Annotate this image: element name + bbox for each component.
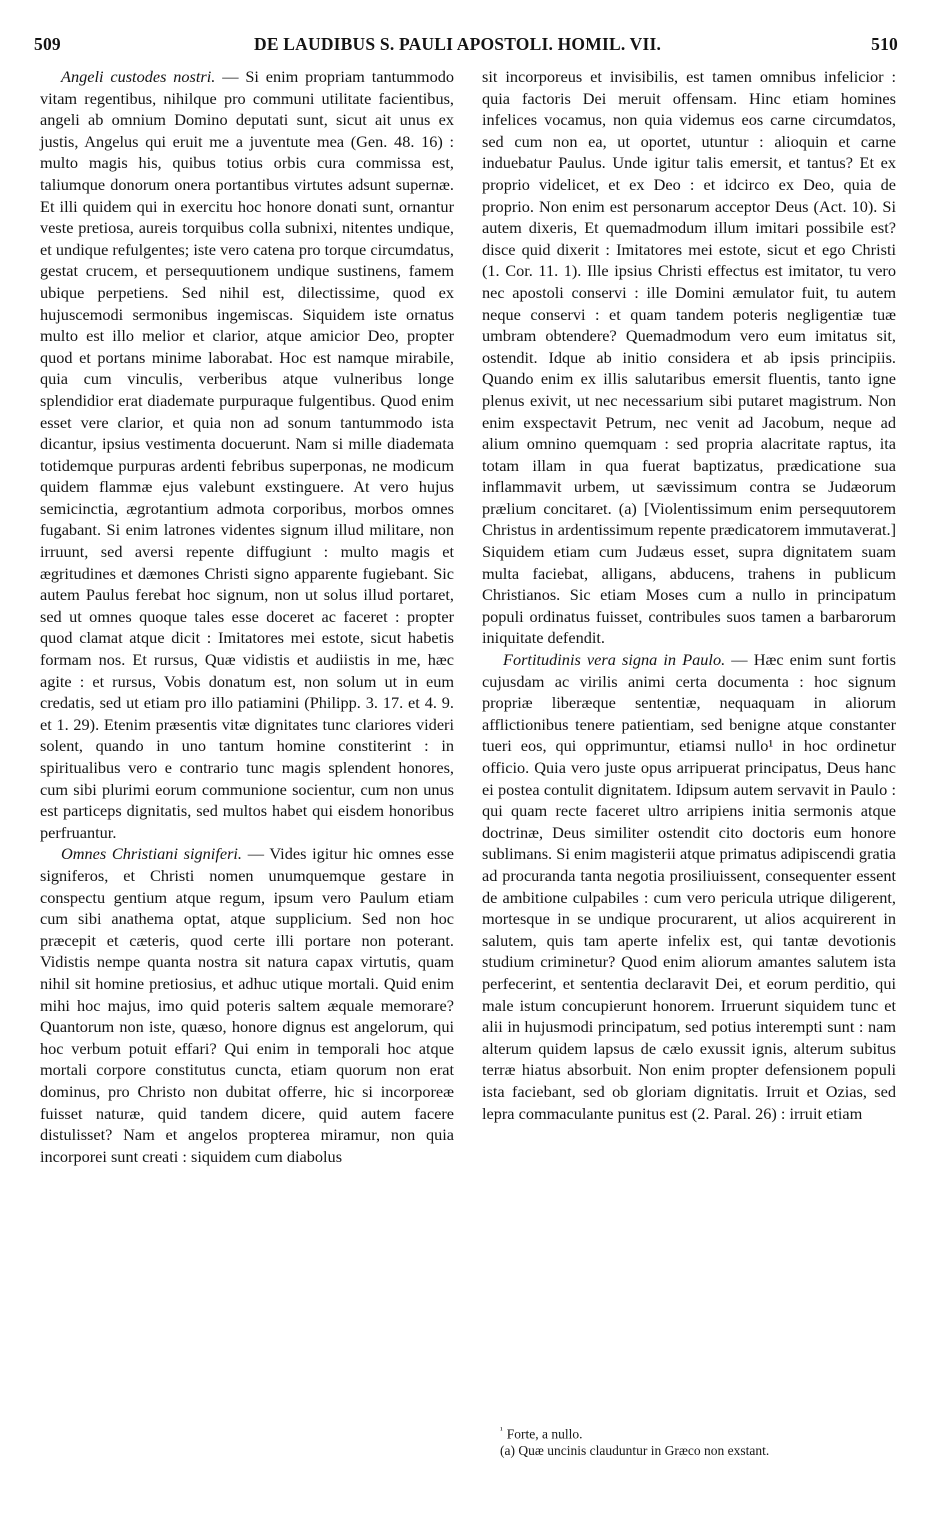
- footnote-mark: ¹: [500, 1425, 503, 1435]
- footnotes: [500, 1422, 900, 1459]
- footnote-text: Forte, a nullo.: [506, 1426, 583, 1442]
- footnote-a: [500, 1443, 900, 1459]
- paragraph-text: — Hæc enim sunt fortis cujusdam ac virilis animi certa documenta : hoc signum propriæ liberæque sententiæ, nequaquam in aliorum afflictionibus tenere patientiam, sed benigne atque constanter tueri eos, qui opprimuntur, etiamsi nullo¹ in hoc ordinetur officio. Quia vero juste opus arripuerat principatus, Deus hanc ei postea contulit dignitatem. Idipsum autem servavit in Paulo : qui quam recte faceret ultro arripiens initia sermonis atque doctrinæ, Deus similiter ostendit cito doctoris eum honore sublimans. Si enim magisterii atque primatus adipiscendi gratia ad procuranda tanta negotia prosiliuissent, consequenter essent de ambitione culpabiles : cum vero pericula utrique diligerent, mortesque in se undique procurarent, ut alios acquirerent in salutem, quis tam aperte infelix est, qui tantæ devotionis studium criminetur? Quod enim aliorum amantes salutem ista perfecerint, et sententia declaravit Dei, et eorum perditio, qui male istum concupierunt honorem. Irruerunt siquidem tunc et alii in hujusmodi principatum, sed potius interempti sunt : nam alterum quidem lapsus de cælo exussit ignis, alterum subitus terræ hiatus absorbuit. Non enim propter defensionem populi ista faciebant, sed ob gloriam dignitatis. Irruit et Ozias, sed lepra commaculante punitus est (2. Paral. 26) : irruit etiam: [482, 650, 897, 1123]
- page-number-right: 510: [871, 34, 898, 54]
- rubric-fortitudinis: Fortitudinis vera signa in Paulo.: [503, 650, 726, 670]
- right-column: [482, 66, 896, 1124]
- paragraph-text: — Vides igitur hic omnes esse signiferos, et Christi nomen unumquemque gestare in conspectu gentium atque regum, ipsum vero Paulum etiam cum sibi anathema optat, atque supplicium. Sed non hoc præcepit et cæteris, quod certe illi portare non poterant. Vidistis nempe quanta nostra sit natura capax virtutis, quam nihil sit homine pretiosius, et adhuc utique mortali. Quid enim mihi hoc majus, imo quid poteris saltem æquale memorare? Quantorum non iste, quæso, honore dignus est angelorum, qui hoc verbum potuit effari? Qui enim in temporali hoc atque mortali corpore constitutus cuncta, etiam quorum non erat dominus, pro Christo non dubitat offerre, hic si incorporeæ fuisset naturæ, quid tandem dicere, quid autem facere distulisset? Nam et angelos propterea miramur, non quia incorporei sunt creati : siquidem cum diabolus: [40, 844, 454, 1166]
- paragraph-continued: [482, 66, 896, 649]
- footnote-text: (a) Quæ uncinis clauduntur in Græco non exstant.: [500, 1442, 770, 1458]
- left-column: [40, 66, 454, 1167]
- page-number-left: 509: [34, 34, 61, 54]
- running-header: [34, 34, 898, 56]
- footnote-1: [500, 1422, 900, 1443]
- paragraph-angeli-custodes: [40, 66, 454, 843]
- paragraph-omnes-christiani: [40, 843, 454, 1167]
- paragraph-fortitudinis: [482, 649, 896, 1124]
- rubric-omnes-christiani: Omnes Christiani signiferi.: [61, 844, 243, 864]
- paragraph-text: sit incorporeus et invisibilis, est tamen omnibus infelicior : quia factoris Dei meruit offensam. Hinc etiam homines infelices vocamus, non quia videmus eos carne circumdatos, sed cum non ea, ut oportet, utuntur : alioquin et carne induebatur Paulus. Unde igitur talis emersit, et tantus? Et ex proprio videlicet, et ex Deo : et idcirco ex Deo, quia de proprio. Non enim est personarum acceptor Deus (Act. 10). Si autem dixeris, Et quemadmodum illum imitari possibile est? disce quid dixerit : Imitatores mei estote, sicut et ego Christi (1. Cor. 11. 1). Ille ipsius Christi effectus est imitator, tu vero nec apostoli conservi : ille Domini æmulator fuit, tu autem neque conservi : et quam tandem poteris negligentiæ tuæ umbram obtendere? Quemadmodum vero eum imitatus sit, ostendit. Idque ab initio considera et ab ipsis principiis. Quando enim ex illis salutaribus emersit fluentis, tanto igne plenus exivit, ut nec necessarium sibi putaret magistrum. Non enim exspectavit Petrum, nec venit ad Jacobum, neque ad alium omnino quemquam : sed propria alacritate raptus, ita totam illam in qua fuerat baptizatus, prædicatione sua inflammavit urbem, ut sævissimum contra se Judæorum prælium concitaret. (a) [Violentissimum enim persequutorem Christus in ardentissimum repente prædicatorem immutaverat.] Siquidem etiam cum Judæus esset, supra dignitatem suam multa faciebat, alligans, abducens, trahens in publicum Christianos. Sic etiam Moses cum a nullo in principatum populi ordinatus fuisset, contribules suos tamen a barbarorum iniquitate defendit.: [482, 67, 896, 648]
- paragraph-text: — Si enim propriam tantummodo vitam regentibus, nihilque pro communi utilitate facientibus, angeli ab omnium Domino deputati sunt, sicut ait unus ex justis, Angelus qui eruit me a juventute mea (Gen. 48. 16) : multo magis his, quibus totius orbis cura commissa est, taliumque donorum onera portantibus virtutes adsunt supernæ. Et illi quidem qui in exercitu hoc honore donati sunt, ornantur veste pretiosa, aureis torquibus colla subnixi, nitentes undique, et undique refulgentes; iste vero catena pro torque circumdatus, gestat crucem, et persequutionem undique sustinens, famem ubique perpetiens. Sed nihil est, dilectissime, quod ex hujuscemodi sermonibus ingemiscas. Siquidem iste ornatus multo est illo melior et clarior, atque amicior Deo, propter quod et portans minime laborabat. Hoc est namque mirabile, quia cum vinculis, verberibus atque vulneribus longe splendidior erat diademate purpuraque fulgentibus. Quod enim esset vere clarior, et quia non ad sonum tantummodo ista dicantur, ipsius vestimenta docuerunt. Nam si mille diademata totidemque purpuras ardenti febribus superponas, ne modicum quidem flammæ ejus valebunt exstinguere. At vero hujus semicinctia, ægrotantium admota corporibus, morbos omnes fugabant. Si enim latrones videntes signum illud militare, non irruunt, sed aversi repente diffugiunt : multo magis et ægritudines et dæmones Christi signo apparente fugiebant. Sic autem Paulus ferebat hoc signum, non ut solus illud portaret, sed ut omnes quoque tales esse doceret ac faceret : propter quod clamat atque dicit : Imitatores mei estote, sicut habetis formam nos. Et rursus, Quæ vidistis et audiistis in me, hæc agite : et rursus, Vobis donatum est, non solum ut in eum credatis, sed ut etiam pro illo patiamini (Philipp. 3. 17. et 4. 9. et 1. 29). Etenim præsentis vitæ dignitates tunc clariores videri solent, quando in uno tantum homine constiterint : in spiritualibus vero e contrario tunc magis splendent honores, cum sibi plurimi eorum communione socientur, cum non unus est particeps dignitatis, sed multos habet qui eisdem honoribus perfruantur.: [40, 67, 454, 842]
- running-title: DE LAUDIBUS S. PAULI APOSTOLI. HOMIL. VII.: [254, 34, 662, 54]
- rubric-angeli-custodes: Angeli custodes nostri.: [61, 67, 216, 86]
